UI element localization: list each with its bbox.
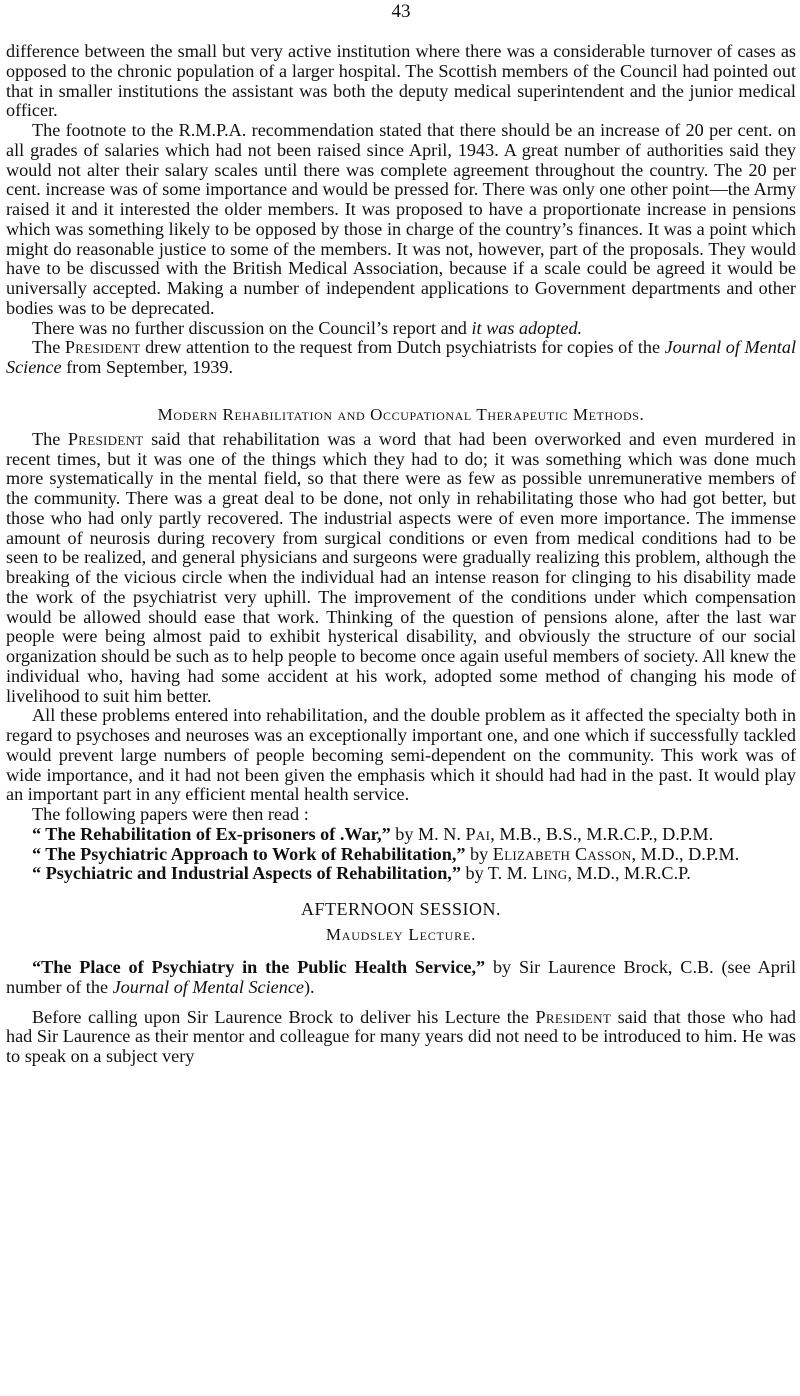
paper-entry-2 bbox=[6, 845, 796, 865]
paragraph-dutch-request bbox=[6, 338, 796, 378]
paper-credentials: , M.D., M.R.C.P. bbox=[567, 863, 691, 884]
paragraph-president-rehabilitation bbox=[6, 430, 796, 707]
intro-text-after: said that those who had had Sir Laurence as their mentor and colleague for many years did not need to be introduced to him. He was to speak on a subject very bbox=[6, 1006, 796, 1066]
journal-title: Journal of Mental Science bbox=[6, 337, 796, 377]
president-name: President bbox=[67, 428, 144, 449]
paper-author: Pai bbox=[465, 823, 491, 844]
document-page bbox=[6, 0, 796, 1067]
paper-by: by M. N. bbox=[390, 823, 466, 844]
paper-author: Ling bbox=[532, 863, 568, 884]
page-number: 43 bbox=[391, 1, 411, 22]
dutch-text-middle: drew attention to the request from Dutch psychiatrists for copies of the bbox=[140, 337, 665, 358]
journal-title: Journal of Mental Science bbox=[112, 976, 304, 997]
paper-author: Elizabeth Casson bbox=[492, 843, 632, 864]
dutch-text-after: from September, 1939. bbox=[61, 357, 234, 377]
president-name: President bbox=[64, 337, 141, 358]
report-text: There was no further discussion on the Council’s report and bbox=[32, 317, 472, 338]
paragraph-lecture-title bbox=[6, 958, 796, 998]
paragraph-footnote-recommendation: The footnote to the R.M.P.A. recommendation stated that there should be an increase of 20 per cent. on all grades of salaries which had not been raised since April, 1943. A great number of authorities said they would not alter their salary scales until there was complete agreement throughout the country. The 20 per cent. increase was of some importance and would be pressed for. There was only one other point—the Army raised it and it interested the older members. It was proposed to have a proportionate increase in pensions which was something likely to be opposed by those in charge of the country’s finances. It was a point which might do reasonable justice to some of the members. It was not, however, part of the proposals. They would have to be discussed with the British Medical Association, because if a scale could be agreed it would be universally accepted. Making a number of independent applications to Government departments and other bodies was to be deprecated. bbox=[6, 120, 796, 318]
paragraph-council-continuation: difference between the small but very active institution where there was a considerable turnover of cases as opposed to the chronic population of a larger hospital. The Scottish members of the Council had pointed out that in smaller institutions the assistant was both the deputy medical superintendent and the junior medical officer. bbox=[6, 41, 796, 121]
report-adopted-italic: it was adopted. bbox=[471, 317, 583, 338]
rehab-text-after: said that rehabilitation was a word that had been overworked and even murdered in recent times, but it was one of the things which they had to do; it was something which was done much more systematically in the mental field, so that there were as few as possible unremunerative members of the community. There was a great deal to be done, not only in rehabilitating those who had got better, but those who had only partly recovered. The industrial aspects were of even more importance. The immense amount of neurosis during recovery from surgical conditions or even from medical conditions had to be seen to be realized, and general physicians and surgeons were gradually realizing this problem, although the breaking of the vicious circle when the individual had an intense reason for clinging to his disability made the work of the psychiatrist very uphill. The improvement of the conditions under which compensation would be allowed should ease that work. Thinking of the question of pensions alone, after the last war people were being almost paid to exhibit hysterical disability, and obviously the structure of our social organization should be such as to help people to become once again useful members of society. All knew the individual who, having had some accident at his work, adopted some method of changing his mode of livelihood to suit him better. bbox=[6, 428, 796, 706]
paper-credentials: , M.D., D.P.M. bbox=[631, 843, 740, 864]
paper-by: by bbox=[465, 843, 493, 864]
lecture-heading: Maudsley Lecture. bbox=[325, 925, 477, 944]
paragraph-report-adopted bbox=[6, 319, 796, 339]
dutch-text-before: The bbox=[32, 337, 65, 358]
paper-title: “ The Rehabilitation of Ex-prisoners of .War,” bbox=[32, 823, 391, 844]
lecture-text-after: ). bbox=[304, 976, 315, 997]
lecture-text-middle: by Sir Laurence Brock, C.B. (see April number of the bbox=[6, 957, 796, 997]
paper-entry-3 bbox=[6, 864, 796, 884]
lecture-paper-title: “The Place of Psychiatry in the Public Health Service,” bbox=[32, 957, 486, 977]
paragraph-introduction-brock bbox=[6, 1008, 796, 1067]
paper-by: by T. M. bbox=[460, 863, 533, 884]
session-heading: AFTERNOON SESSION. bbox=[300, 899, 502, 919]
president-name: President bbox=[535, 1006, 612, 1027]
rehab-text-before: The bbox=[32, 428, 68, 449]
paragraph-problems-rehabilitation: All these problems entered into rehabilitation, and the double problem as it affected the specialty both in regard to psychoses and neuroses was an exceptionally important one, and one which if successfully tackled would prevent large numbers of people becoming semi-dependent on the community. This work was of wide importance, and it had not been given the emphasis which it should had had in the past. It would play an important part in any efficient mental health service. bbox=[6, 705, 796, 805]
paper-credentials: , M.B., B.S., M.R.C.P., D.P.M. bbox=[490, 823, 714, 844]
paper-entry-1 bbox=[6, 825, 796, 845]
intro-text-before: Before calling upon Sir Laurence Brock to deliver his Lecture the bbox=[32, 1006, 536, 1027]
paper-title: “ Psychiatric and Industrial Aspects of Rehabilitation,” bbox=[32, 863, 461, 884]
section-heading-rehabilitation: Modern Rehabilitation and Occupational Therapeutic Methods. bbox=[157, 404, 645, 424]
paper-title: “ The Psychiatric Approach to Work of Rehabilitation,” bbox=[32, 843, 466, 864]
paragraph-papers-intro: The following papers were then read : bbox=[32, 804, 309, 824]
